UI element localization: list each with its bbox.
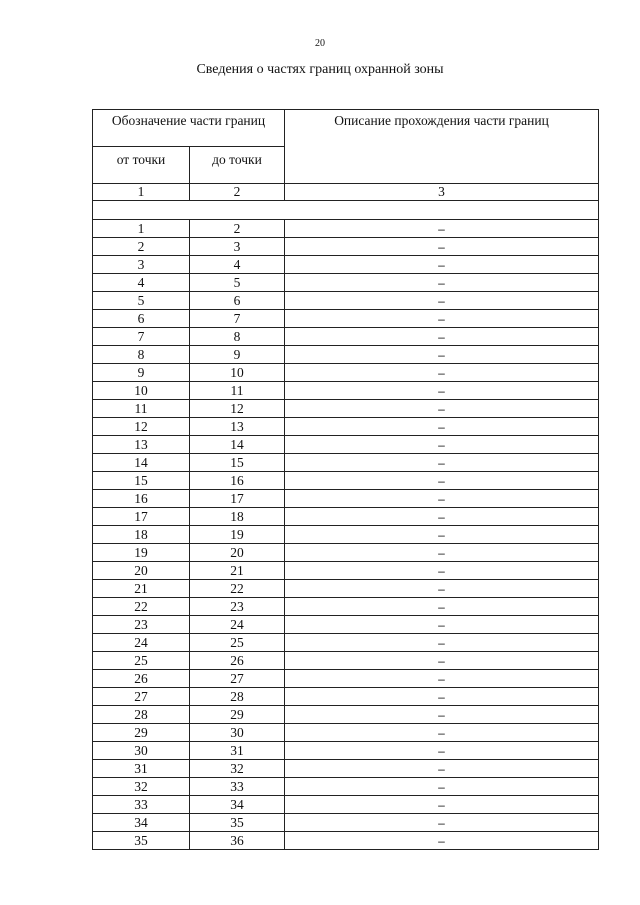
table-row bbox=[93, 652, 599, 670]
to-point-cell: 35 bbox=[190, 814, 285, 832]
table-row bbox=[93, 292, 599, 310]
to-point-cell: 29 bbox=[190, 706, 285, 724]
header-description: Описание прохождения части границ bbox=[285, 110, 599, 184]
to-point-cell: 19 bbox=[190, 526, 285, 544]
description-cell: – bbox=[285, 238, 599, 256]
to-point-cell: 8 bbox=[190, 328, 285, 346]
from-point-cell: 32 bbox=[93, 778, 190, 796]
to-point-cell: 17 bbox=[190, 490, 285, 508]
from-point-cell: 21 bbox=[93, 580, 190, 598]
table-row bbox=[93, 256, 599, 274]
description-cell: – bbox=[285, 562, 599, 580]
from-point-cell: 18 bbox=[93, 526, 190, 544]
page-number: 20 bbox=[315, 38, 325, 49]
from-point-cell: 7 bbox=[93, 328, 190, 346]
table-row bbox=[93, 634, 599, 652]
to-point-cell: 33 bbox=[190, 778, 285, 796]
from-point-cell: 17 bbox=[93, 508, 190, 526]
from-point-cell: 10 bbox=[93, 382, 190, 400]
table-row bbox=[93, 274, 599, 292]
to-point-cell: 14 bbox=[190, 436, 285, 454]
from-point-cell: 27 bbox=[93, 688, 190, 706]
table-row bbox=[93, 328, 599, 346]
from-point-cell: 26 bbox=[93, 670, 190, 688]
to-point-cell: 36 bbox=[190, 832, 285, 850]
to-point-cell: 22 bbox=[190, 580, 285, 598]
header-boundary-part: Обозначение части границ bbox=[93, 110, 285, 147]
description-cell: – bbox=[285, 598, 599, 616]
table-row bbox=[93, 472, 599, 490]
from-point-cell: 19 bbox=[93, 544, 190, 562]
description-cell: – bbox=[285, 742, 599, 760]
to-point-cell: 21 bbox=[190, 562, 285, 580]
table-row bbox=[93, 454, 599, 472]
to-point-cell: 25 bbox=[190, 634, 285, 652]
table-body bbox=[93, 220, 599, 850]
to-point-cell: 11 bbox=[190, 382, 285, 400]
description-cell: – bbox=[285, 580, 599, 598]
column-number: 1 bbox=[93, 184, 190, 201]
to-point-cell: 3 bbox=[190, 238, 285, 256]
to-point-cell: 24 bbox=[190, 616, 285, 634]
from-point-cell: 11 bbox=[93, 400, 190, 418]
table-row bbox=[93, 418, 599, 436]
table-row bbox=[93, 616, 599, 634]
to-point-cell: 20 bbox=[190, 544, 285, 562]
from-point-cell: 4 bbox=[93, 274, 190, 292]
table-row bbox=[93, 508, 599, 526]
table-row bbox=[93, 814, 599, 832]
description-cell: – bbox=[285, 274, 599, 292]
to-point-cell: 9 bbox=[190, 346, 285, 364]
to-point-cell: 30 bbox=[190, 724, 285, 742]
table-row bbox=[93, 544, 599, 562]
description-cell: – bbox=[285, 778, 599, 796]
from-point-cell: 13 bbox=[93, 436, 190, 454]
from-point-cell: 29 bbox=[93, 724, 190, 742]
from-point-cell: 35 bbox=[93, 832, 190, 850]
description-cell: – bbox=[285, 706, 599, 724]
to-point-cell: 13 bbox=[190, 418, 285, 436]
description-cell: – bbox=[285, 670, 599, 688]
to-point-cell: 4 bbox=[190, 256, 285, 274]
description-cell: – bbox=[285, 436, 599, 454]
from-point-cell: 28 bbox=[93, 706, 190, 724]
description-cell: – bbox=[285, 256, 599, 274]
table-row bbox=[93, 562, 599, 580]
to-point-cell: 15 bbox=[190, 454, 285, 472]
column-number: 3 bbox=[285, 184, 599, 201]
description-cell: – bbox=[285, 490, 599, 508]
description-cell: – bbox=[285, 220, 599, 238]
from-point-cell: 24 bbox=[93, 634, 190, 652]
to-point-cell: 27 bbox=[190, 670, 285, 688]
to-point-cell: 32 bbox=[190, 760, 285, 778]
table-row bbox=[93, 796, 599, 814]
description-cell: – bbox=[285, 814, 599, 832]
from-point-cell: 34 bbox=[93, 814, 190, 832]
from-point-cell: 1 bbox=[93, 220, 190, 238]
table-row bbox=[93, 598, 599, 616]
from-point-cell: 15 bbox=[93, 472, 190, 490]
boundary-parts-table bbox=[92, 109, 599, 850]
table-row bbox=[93, 346, 599, 364]
column-numbers-row bbox=[93, 184, 599, 201]
description-cell: – bbox=[285, 796, 599, 814]
table-row bbox=[93, 238, 599, 256]
description-cell: – bbox=[285, 346, 599, 364]
table-row bbox=[93, 310, 599, 328]
description-cell: – bbox=[285, 292, 599, 310]
from-point-cell: 16 bbox=[93, 490, 190, 508]
table-row bbox=[93, 724, 599, 742]
table-row bbox=[93, 436, 599, 454]
empty-cell bbox=[93, 201, 599, 220]
from-point-cell: 3 bbox=[93, 256, 190, 274]
from-point-cell: 5 bbox=[93, 292, 190, 310]
description-cell: – bbox=[285, 688, 599, 706]
description-cell: – bbox=[285, 526, 599, 544]
description-cell: – bbox=[285, 310, 599, 328]
description-cell: – bbox=[285, 400, 599, 418]
column-number: 2 bbox=[190, 184, 285, 201]
from-point-cell: 23 bbox=[93, 616, 190, 634]
to-point-cell: 7 bbox=[190, 310, 285, 328]
description-cell: – bbox=[285, 544, 599, 562]
from-point-cell: 12 bbox=[93, 418, 190, 436]
from-point-cell: 8 bbox=[93, 346, 190, 364]
from-point-cell: 9 bbox=[93, 364, 190, 382]
description-cell: – bbox=[285, 418, 599, 436]
description-cell: – bbox=[285, 616, 599, 634]
from-point-cell: 33 bbox=[93, 796, 190, 814]
table-row bbox=[93, 364, 599, 382]
description-cell: – bbox=[285, 364, 599, 382]
empty-separator-row bbox=[93, 201, 599, 220]
description-cell: – bbox=[285, 472, 599, 490]
from-point-cell: 6 bbox=[93, 310, 190, 328]
table-row bbox=[93, 778, 599, 796]
to-point-cell: 12 bbox=[190, 400, 285, 418]
table-row bbox=[93, 220, 599, 238]
description-cell: – bbox=[285, 832, 599, 850]
to-point-cell: 31 bbox=[190, 742, 285, 760]
table-row bbox=[93, 706, 599, 724]
description-cell: – bbox=[285, 652, 599, 670]
description-cell: – bbox=[285, 724, 599, 742]
to-point-cell: 5 bbox=[190, 274, 285, 292]
description-cell: – bbox=[285, 328, 599, 346]
document-title: Сведения о частях границ охранной зоны bbox=[196, 62, 444, 77]
from-point-cell: 25 bbox=[93, 652, 190, 670]
from-point-cell: 2 bbox=[93, 238, 190, 256]
to-point-cell: 2 bbox=[190, 220, 285, 238]
from-point-cell: 20 bbox=[93, 562, 190, 580]
to-point-cell: 18 bbox=[190, 508, 285, 526]
table-row bbox=[93, 688, 599, 706]
description-cell: – bbox=[285, 508, 599, 526]
to-point-cell: 16 bbox=[190, 472, 285, 490]
table-row bbox=[93, 760, 599, 778]
description-cell: – bbox=[285, 382, 599, 400]
from-point-cell: 31 bbox=[93, 760, 190, 778]
header-from-point: от точки bbox=[93, 147, 190, 184]
to-point-cell: 6 bbox=[190, 292, 285, 310]
header-to-point: до точки bbox=[190, 147, 285, 184]
table-row bbox=[93, 580, 599, 598]
table-row bbox=[93, 490, 599, 508]
to-point-cell: 10 bbox=[190, 364, 285, 382]
from-point-cell: 14 bbox=[93, 454, 190, 472]
table-row bbox=[93, 382, 599, 400]
from-point-cell: 22 bbox=[93, 598, 190, 616]
description-cell: – bbox=[285, 634, 599, 652]
table-row bbox=[93, 670, 599, 688]
to-point-cell: 34 bbox=[190, 796, 285, 814]
table-row bbox=[93, 400, 599, 418]
table-row bbox=[93, 832, 599, 850]
to-point-cell: 28 bbox=[190, 688, 285, 706]
from-point-cell: 30 bbox=[93, 742, 190, 760]
table-row bbox=[93, 526, 599, 544]
description-cell: – bbox=[285, 454, 599, 472]
to-point-cell: 23 bbox=[190, 598, 285, 616]
to-point-cell: 26 bbox=[190, 652, 285, 670]
table-row bbox=[93, 742, 599, 760]
description-cell: – bbox=[285, 760, 599, 778]
